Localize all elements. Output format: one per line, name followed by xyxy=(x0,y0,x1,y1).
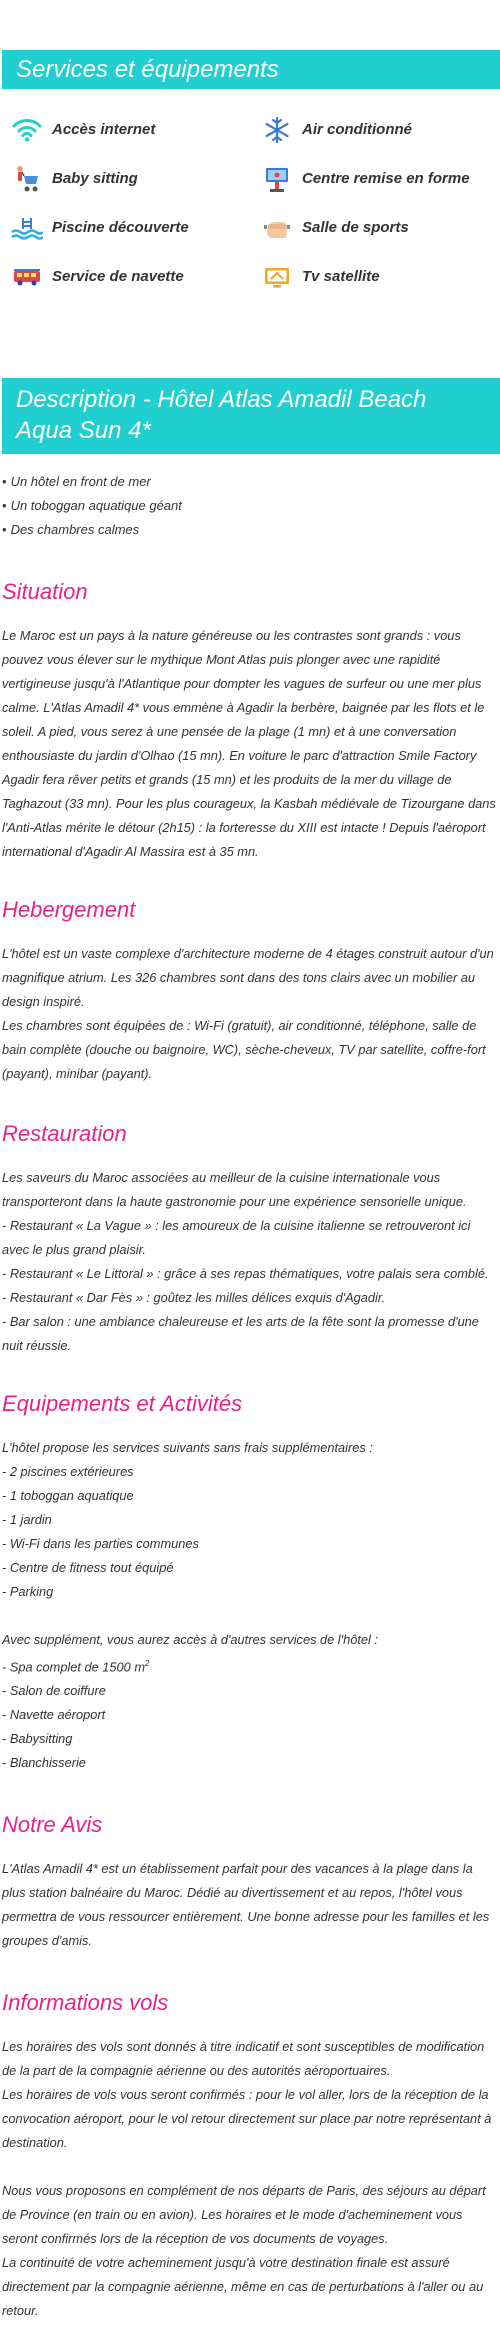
list-item: - 2 piscines extérieures xyxy=(2,1464,134,1479)
paragraph: Les horaires de vols vous seront confirmés : pour le vol aller, lors de la réception de la convocation aéroport, pour le vol retour directement sur place par notre représentant à destination. xyxy=(2,2087,492,2151)
description-banner xyxy=(2,378,500,454)
list-item: • Un toboggan aquatique géant xyxy=(2,494,500,518)
paragraph: - Restaurant « Dar Fès » : goûtez les milles délices exquis d'Agadir. xyxy=(2,1290,386,1305)
list-item: - 1 jardin xyxy=(2,1512,52,1527)
service-sports-hall xyxy=(260,203,500,252)
paragraph: Avec supplément, vous aurez accès à d'autres services de l'hôtel : xyxy=(2,1632,378,1647)
list-item: - Wi-Fi dans les parties communes xyxy=(2,1536,199,1551)
list-item: - Navette aéroport xyxy=(2,1707,106,1723)
services-title: Services et équipements xyxy=(16,56,279,83)
hebergement-text xyxy=(2,942,498,1086)
paragraph: L'hôtel est un vaste complexe d'architecture moderne de 4 étages construit autour d'un magnifique atrium. Les 326 chambres sont dans des tons clairs avec un mobilier au design inspiré. xyxy=(2,946,494,1009)
vols-text xyxy=(2,2035,498,2323)
restauration-text xyxy=(2,1166,498,1358)
shuttle-icon xyxy=(10,262,44,292)
service-fitness xyxy=(260,154,500,203)
service-label: Accès internet xyxy=(52,121,156,138)
avis-text xyxy=(2,1857,498,1953)
spa-text: - Spa complet de 1500 m xyxy=(2,1659,145,1675)
hotel-description-page xyxy=(0,50,500,2333)
paragraph: L'Atlas Amadil 4* est un établissement parfait pour des vacances à la plage dans la plus station balnéaire du Maroc. Dédié au divertissement et au repos, l'hôtel vous permettra de vous ressourcer entièrement. Une bonne adresse pour les familles et les groupes d'amis. xyxy=(2,1861,490,1949)
service-internet xyxy=(10,105,260,154)
paragraph: Nous vous proposons en complément de nos départs de Paris, des séjours au départ de Province (en train ou en avion). Les horaires et le mode d'acheminement vous seront confirmés lors de la réception de vos documents de voyages. xyxy=(2,2183,486,2247)
situation-text xyxy=(2,624,498,864)
equipements-heading: Equipements et Activités xyxy=(2,1391,243,1416)
paragraph: Les chambres sont équipées de : Wi-Fi (gratuit), air conditionné, téléphone, salle de bain complète (douche ou baignoire, WC), sèche-cheveux, TV par satellite, coffre-fort (payant), minibar (payant). xyxy=(2,1018,486,1081)
stroller-icon xyxy=(10,164,44,194)
superscript: 2 xyxy=(144,1659,150,1668)
wifi-icon xyxy=(10,115,44,145)
vols-section xyxy=(0,1989,500,2323)
situation-section xyxy=(0,578,500,864)
situation-heading: Situation xyxy=(2,579,88,604)
list-item: - Centre de fitness tout équipé xyxy=(2,1560,174,1575)
service-label: Tv satellite xyxy=(302,268,380,285)
restauration-heading: Restauration xyxy=(2,1121,127,1146)
service-label: Baby sitting xyxy=(52,170,138,187)
service-label: Piscine découverte xyxy=(52,219,189,236)
fitness-icon xyxy=(260,164,294,194)
restauration-section xyxy=(0,1120,500,1358)
list-item: - Blanchisserie xyxy=(2,1755,86,1771)
service-label: Salle de sports xyxy=(302,219,409,236)
list-item: • Un hôtel en front de mer xyxy=(2,470,500,494)
equipements-text xyxy=(2,1436,498,1775)
paragraph: Les saveurs du Maroc associées au meilleur de la cuisine internationale vous transporteront dans la haute gastronomie pour une expérience sensorielle unique. xyxy=(2,1170,467,1209)
paragraph: - Bar salon : une ambiance chaleureuse et les arts de la fête sont la promesse d'une nuit réussie. xyxy=(2,1314,479,1353)
service-label: Air conditionné xyxy=(302,121,412,138)
service-baby-sitting xyxy=(10,154,260,203)
list-item: - Babysitting xyxy=(2,1731,73,1747)
paragraph: - Restaurant « Le Littoral » : grâce à ses repas thématiques, votre palais sera comblé. xyxy=(2,1266,489,1281)
services-banner xyxy=(2,50,500,89)
description-title: Description - Hôtel Atlas Amadil Beach Aqua Sun 4* xyxy=(16,386,427,444)
hebergement-section xyxy=(0,896,500,1086)
highlights-list xyxy=(0,470,500,542)
equipements-section xyxy=(0,1390,500,1775)
paragraph: L'hôtel propose les services suivants sans frais supplémentaires : xyxy=(2,1440,373,1455)
spacer xyxy=(2,1604,498,1628)
service-satellite-tv xyxy=(260,252,500,301)
list-item: - 1 toboggan aquatique xyxy=(2,1488,134,1503)
service-pool xyxy=(10,203,260,252)
service-air-conditioning xyxy=(260,105,500,154)
pool-icon xyxy=(10,213,44,243)
snowflake-icon xyxy=(260,115,294,145)
paragraph: La continuité de votre acheminement jusqu'à votre destination finale est assuré directement par la compagnie aérienne, même en cas de perturbations à l'aller ou au retour. xyxy=(2,2255,484,2319)
list-item xyxy=(2,1652,498,1679)
spacer xyxy=(2,2155,498,2179)
vols-heading: Informations vols xyxy=(2,1990,169,2016)
service-label: Centre remise en forme xyxy=(302,170,470,187)
avis-section xyxy=(0,1811,500,1953)
paragraph: Les horaires des vols sont donnés à titre indicatif et sont susceptibles de modification de la part de la compagnie aérienne ou des autorités aéroportuaires. xyxy=(2,2039,485,2079)
avis-heading: Notre Avis xyxy=(2,1812,103,1838)
list-item: - Parking xyxy=(2,1584,54,1599)
paragraph: - Restaurant « La Vague » : les amoureux de la cuisine italienne se retrouveront ici avec le plus grand plaisir. xyxy=(2,1218,471,1257)
service-shuttle xyxy=(10,252,260,301)
tv-icon xyxy=(260,262,294,292)
list-item: • Des chambres calmes xyxy=(2,518,500,542)
services-grid xyxy=(0,105,500,301)
paragraph: Le Maroc est un pays à la nature généreuse ou les contrastes sont grands : vous pouvez vous élever sur le mythique Mont Atlas puis plonger avec une rapidité vertigineuse jusqu'à l'Atlantique pour dompter les vagues de surfeur ou une mer plus calme. L'Atlas Amadil 4* vous emmène à Agadir la berbère, baignée par les flots et le soleil. A pied, vous serez à une pensée de la plage (1 mn) et à une conversation enthousiaste du jardin d'Olhao (15 mn). En voiture le parc d'attraction Smile Factory Agadir fera rêver petits et grands (15 mn) et les produits de la mer du village de Taghazout (33 mn). Pour les plus courageux, la Kasbah médiévale de Tizourgane dans l'Anti-Atlas mérite le détour (2h15) : la forteresse du XIII est intacte ! Depuis l'aéroport international d'Agadir Al Massira est à 35 mn. xyxy=(2,628,496,859)
list-item: - Salon de coiffure xyxy=(2,1683,106,1699)
hebergement-heading: Hebergement xyxy=(2,897,136,922)
service-label: Service de navette xyxy=(52,268,184,285)
sports-icon xyxy=(260,213,294,243)
